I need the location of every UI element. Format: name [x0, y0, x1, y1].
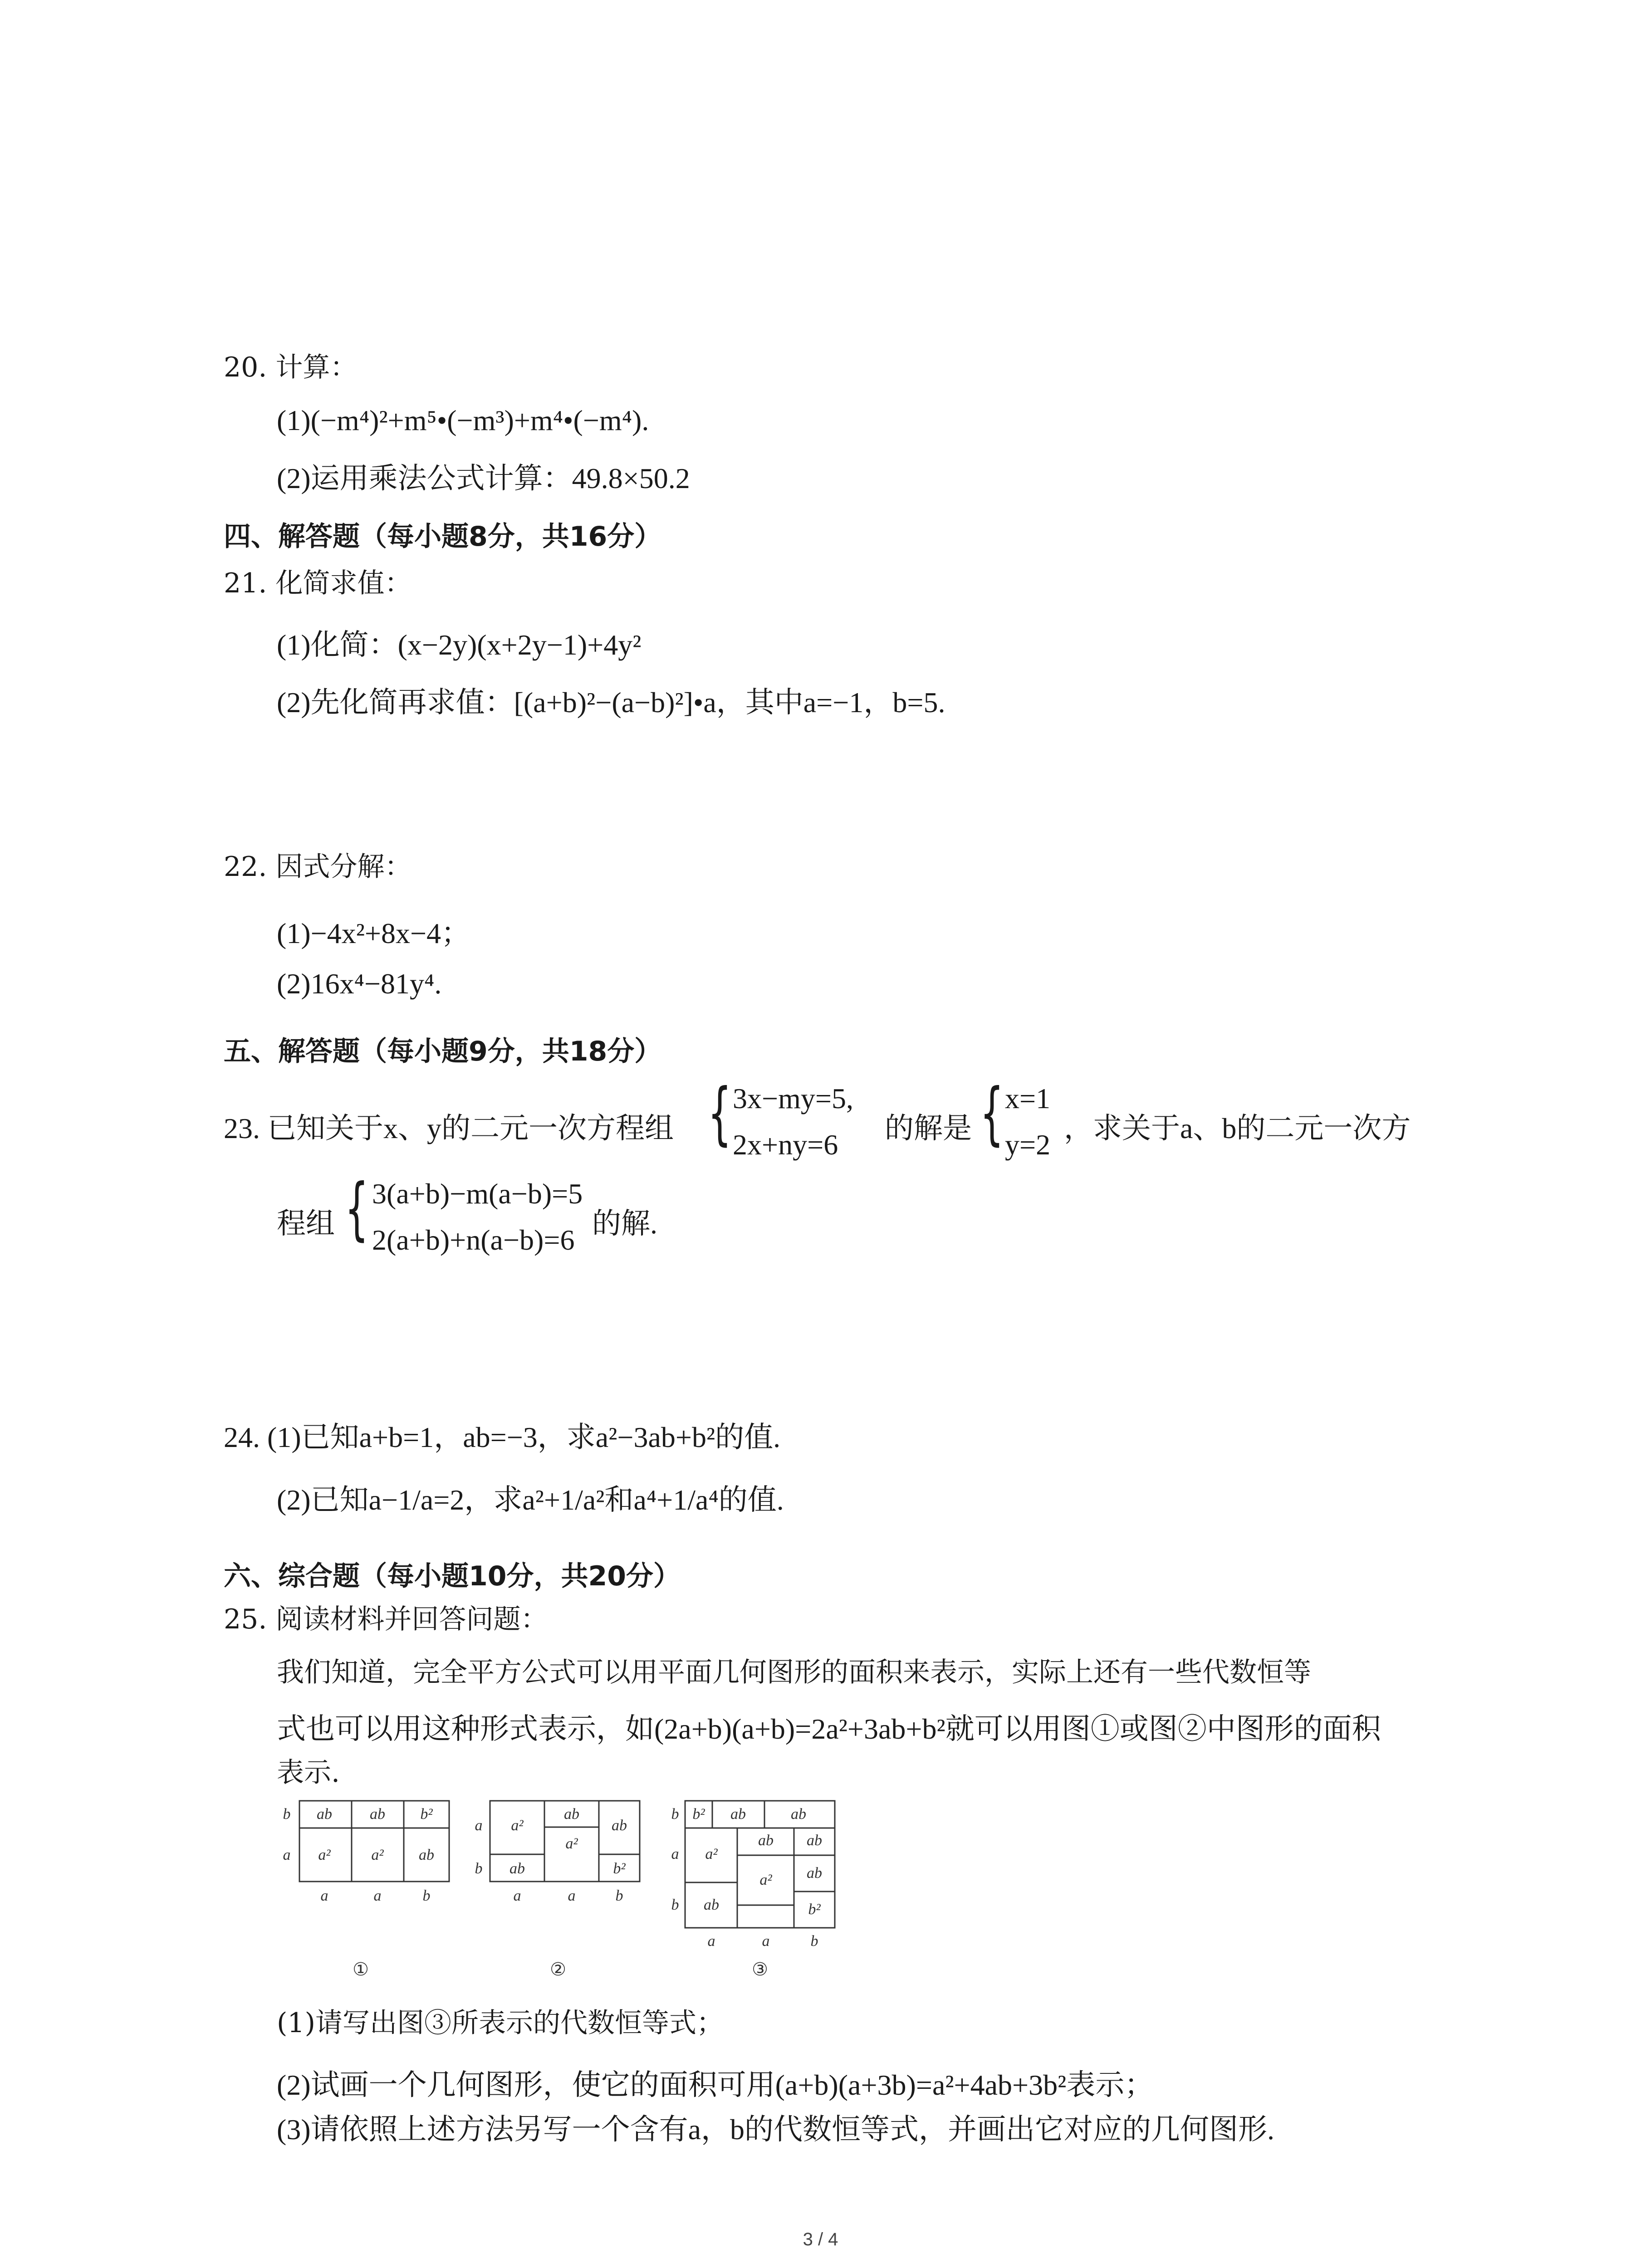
q20-part2: (2)运用乘法公式计算：49.8×50.2	[277, 462, 690, 494]
fig2-cell: ab	[612, 1817, 627, 1834]
q23-eq4: 2(a+b)+n(a−b)=6	[372, 1224, 575, 1256]
fig1-base: a	[373, 1887, 382, 1904]
fig3-base: a	[707, 1933, 715, 1950]
q25-sub3: (3)请依照上述方法另写一个含有a，b的代数恒等式，并画出它对应的几何图形.	[277, 2113, 1275, 2146]
fig3-cell: b²	[692, 1806, 705, 1823]
fig3-cell: ab	[758, 1832, 774, 1849]
fig1-cell: ab	[317, 1806, 332, 1823]
fig2-base: b	[615, 1887, 623, 1904]
q24-part2: (2)已知a−1/a=2，求a²+1/a²和a⁴+1/a⁴的值.	[277, 1484, 784, 1516]
q23-tail: ，求关于a、b的二元一次方	[1064, 1112, 1411, 1144]
page-number: 3 / 4	[803, 2229, 838, 2249]
fig2-cell: ab	[564, 1806, 579, 1823]
fig2-side: b	[475, 1860, 483, 1877]
q23-tail2: 的解.	[592, 1207, 657, 1240]
fig3-cell: b²	[808, 1901, 821, 1918]
fig3-cell: ab	[807, 1865, 822, 1882]
fig3-side: a	[671, 1846, 679, 1862]
q22-part2: (2)16x⁴−81y⁴.	[277, 968, 442, 1000]
fig2-base: a	[568, 1887, 576, 1904]
fig2-cell: ab	[509, 1860, 525, 1877]
area-model-figures	[277, 1792, 848, 1982]
fig1-side: b	[283, 1806, 291, 1823]
q21-label: 21. 化简求值：	[224, 567, 412, 599]
q21-part2: (2)先化简再求值：[(a+b)²−(a−b)²]•a，其中a=−1，b=5.	[277, 686, 945, 719]
fig3-base: b	[810, 1933, 818, 1950]
q20-part1: (1)(−m⁴)²+m⁵•(−m³)+m⁴•(−m⁴).	[277, 404, 649, 436]
q25-line2: 式也可以用这种形式表示，如(2a+b)(a+b)=2a²+3ab+b²就可以用图①或图②中图形的面积	[277, 1713, 1381, 1745]
q22-part1: (1)−4x²+8x−4；	[277, 917, 470, 949]
fig1-cell: ab	[419, 1847, 434, 1863]
q23-eq1: 3x−my=5,	[733, 1082, 853, 1114]
q23-mid: 的解是	[885, 1112, 972, 1144]
q23-eq3: 3(a+b)−m(a−b)=5	[372, 1178, 583, 1210]
system-brace-1: {	[708, 1074, 732, 1153]
fig3-base: a	[762, 1933, 770, 1950]
figure-2-label: ②	[550, 1959, 566, 1980]
q23-sol1: x=1	[1005, 1082, 1051, 1114]
figure-1-label: ①	[353, 1959, 369, 1980]
solution-brace: {	[980, 1074, 1004, 1153]
q25-label: 25. 阅读材料并回答问题：	[224, 1603, 548, 1635]
fig1-side: a	[283, 1847, 291, 1863]
fig2-cell: a²	[511, 1817, 524, 1834]
q20-label: 20. 计算：	[224, 352, 358, 383]
fig3-cell: a²	[705, 1846, 718, 1862]
q25-sub1: (1)请写出图③所表示的代数恒等式；	[277, 2007, 724, 2039]
fig3-cell: ab	[730, 1806, 746, 1823]
fig1-cell: ab	[370, 1806, 385, 1823]
q25-sub2: (2)试画一个几何图形，使它的面积可用(a+b)(a+3b)=a²+4ab+3b²表示；	[277, 2069, 1154, 2101]
fig1-base: a	[320, 1887, 328, 1904]
fig1-base: b	[422, 1887, 431, 1904]
q22-label: 22. 因式分解：	[224, 851, 412, 883]
q23-eq2: 2x+ny=6	[733, 1129, 838, 1161]
fig3-cell: ab	[704, 1897, 719, 1913]
q25-line1: 我们知道，完全平方公式可以用平面几何图形的面积来表示，实际上还有一些代数恒等	[277, 1657, 1311, 1688]
section-6-heading: 六、综合题（每小题10分，共20分）	[224, 1560, 681, 1592]
fig3-cell: a²	[759, 1872, 772, 1888]
q24-part1: 24. (1)已知a+b=1，ab=−3，求a²−3ab+b²的值.	[224, 1421, 781, 1453]
fig2-cell: b²	[613, 1860, 626, 1877]
q23-sol2: y=2	[1005, 1129, 1051, 1161]
q21-part1: (1)化简：(x−2y)(x+2y−1)+4y²	[277, 629, 642, 661]
figure-3-label: ③	[752, 1959, 768, 1980]
system-brace-2: {	[345, 1169, 369, 1248]
fig2-base: a	[513, 1887, 521, 1904]
q23-lead2: 程组	[277, 1207, 335, 1240]
fig2-side: a	[475, 1817, 483, 1834]
fig3-side: b	[671, 1806, 679, 1823]
q25-line3: 表示.	[277, 1757, 340, 1789]
fig3-cell: ab	[791, 1806, 806, 1823]
fig1-cell: b²	[420, 1806, 433, 1823]
q23-lead: 23. 已知关于x、y的二元一次方程组	[224, 1112, 674, 1144]
fig1-cell: a²	[371, 1847, 384, 1863]
fig2-cell: a²	[565, 1835, 578, 1852]
fig1-cell: a²	[318, 1847, 331, 1863]
fig3-side: b	[671, 1897, 679, 1913]
section-5-heading: 五、解答题（每小题9分，共18分）	[224, 1036, 662, 1067]
section-4-heading: 四、解答题（每小题8分，共16分）	[224, 521, 662, 552]
fig3-cell: ab	[807, 1832, 822, 1849]
